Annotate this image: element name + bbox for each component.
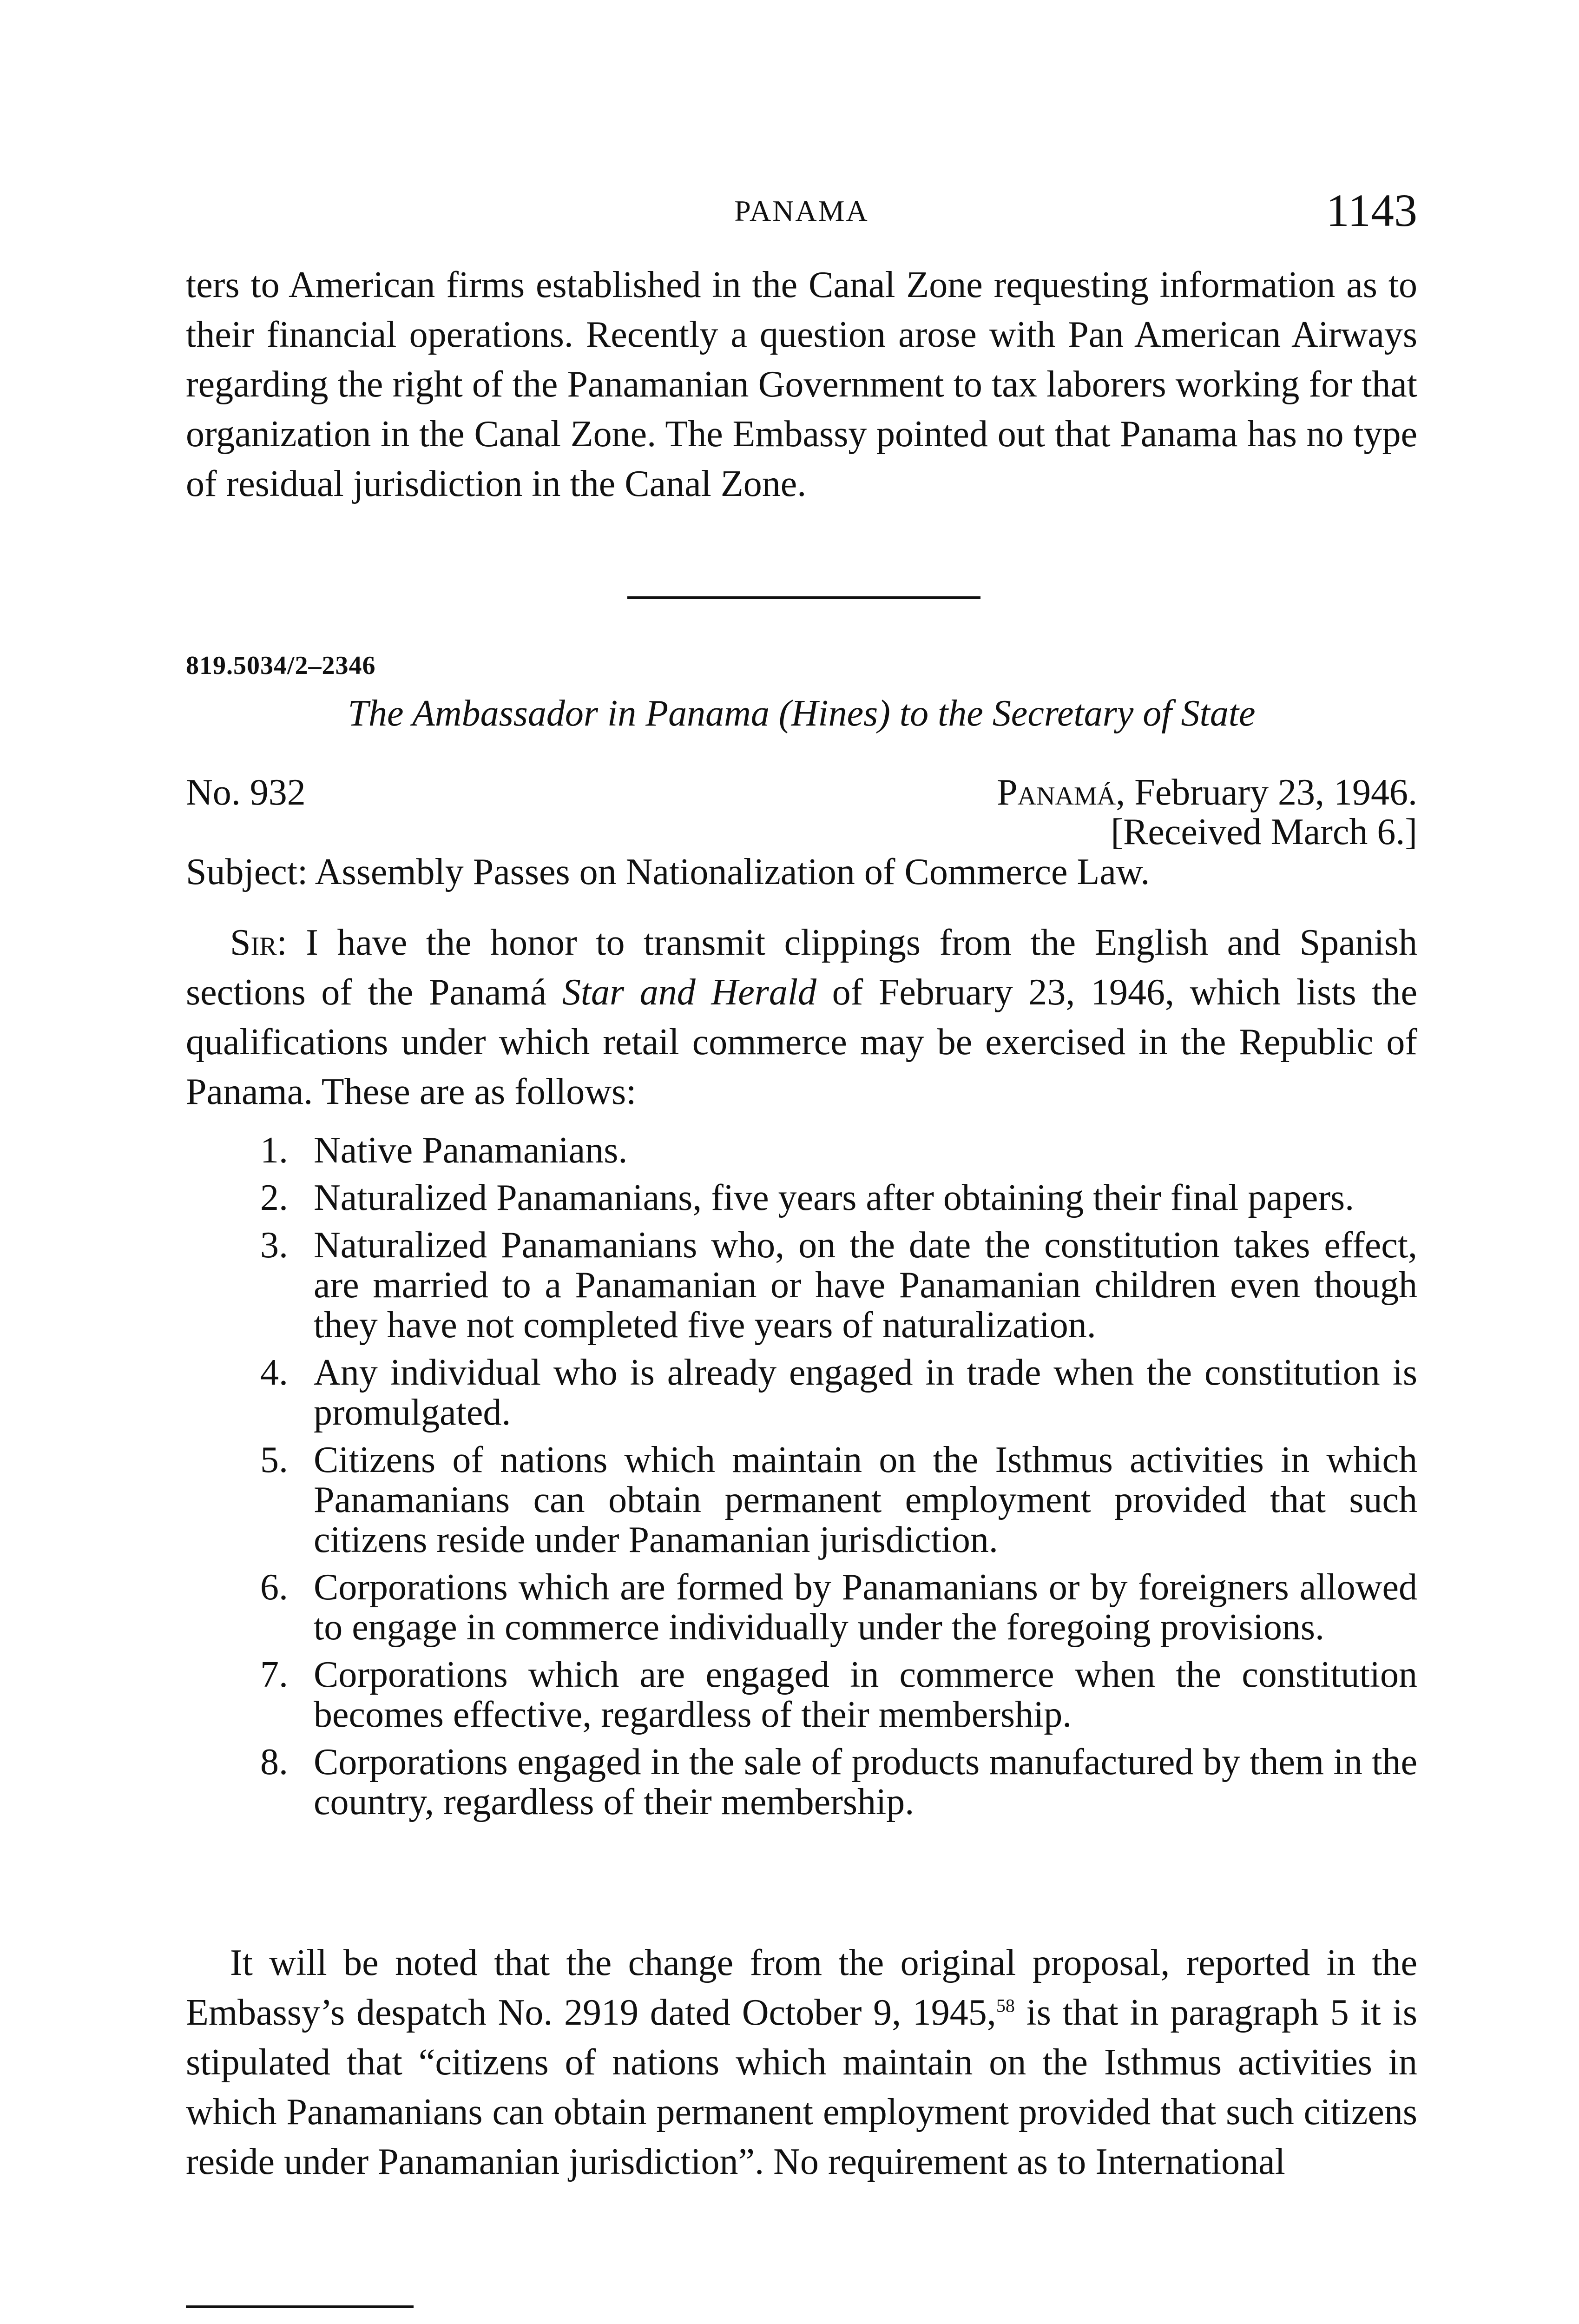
list-item-number: 5. — [260, 1439, 288, 1480]
footnote-divider — [186, 2305, 414, 2308]
list-item — [186, 1130, 1417, 1170]
closing-text-1: It will be noted that the change from the original proposal, reported in the Embassy’s despatch No. 2919 dated October 9, 1945, — [186, 1942, 1417, 2033]
closing-paragraph-block — [186, 1938, 1417, 2187]
list-item — [186, 1178, 1417, 1218]
despatch-number: No. 932 — [186, 772, 306, 813]
list-item — [186, 1225, 1417, 1345]
closing-paragraph — [186, 1938, 1417, 2187]
list-item-text: Citizens of nations which maintain on the Isthmus activities in which Panamanians can obtain permanent employment provided that such citizens reside under Panamanian jurisdiction. — [314, 1439, 1417, 1560]
list-item-text: Any individual who is already engaged in trade when the constitution is promulgated. — [314, 1352, 1417, 1433]
subject-line: Subject: Assembly Passes on Nationalization of Commerce Law. — [186, 852, 1150, 892]
intro-paragraph — [186, 918, 1417, 1117]
list-item-number: 1. — [260, 1130, 288, 1171]
list-item-text: Corporations which are formed by Panamanians or by foreigners allowed to engage in commerce individually under the foregoing provisions. — [314, 1567, 1417, 1648]
list-item — [186, 1353, 1417, 1433]
list-item-number: 6. — [260, 1567, 288, 1608]
title-name: Hines — [791, 693, 878, 734]
title-part-2: ) to the Secretary of State — [878, 693, 1256, 734]
continued-paragraph-block — [186, 260, 1417, 509]
section-divider — [627, 596, 980, 599]
newspaper-name: Star and Herald — [562, 972, 817, 1013]
list-item-text: Native Panamanians. — [314, 1130, 628, 1171]
received-note: [Received March 6.] — [1111, 812, 1417, 852]
closing-text-2: is that in paragraph 5 it is stipulated that “citizens of nations which maintain on the Isthmus activities in which Panamanians can obtain permanent employment provided that such citizens reside under Panamanian jurisdiction”. No requirement as to International — [186, 1992, 1418, 2182]
list-item — [186, 1742, 1417, 1822]
dateline-date: , February 23, 1946. — [1116, 772, 1417, 813]
page-number: 1143 — [1326, 185, 1417, 236]
footnote-reference: 58 — [996, 1995, 1015, 2016]
document-title — [186, 693, 1417, 735]
list-item-text: Corporations engaged in the sale of products manufactured by them in the country, regardless of their membership. — [314, 1742, 1417, 1822]
list-item-text: Naturalized Panamanians, five years after obtaining their final papers. — [314, 1177, 1355, 1218]
list-item-text: Naturalized Panamanians who, on the date the constitution takes effect, are married to a Panamanian or have Panamanian children even though they have not completed five years of naturalization. — [314, 1225, 1417, 1346]
list-item-number: 7. — [260, 1654, 288, 1695]
dateline-place: Panamá — [997, 772, 1116, 813]
list-item — [186, 1655, 1417, 1735]
running-title: PANAMA — [734, 194, 869, 227]
intro-paragraph-block — [186, 918, 1417, 1117]
running-head — [186, 184, 1417, 235]
received-row — [186, 809, 1417, 855]
list-item — [186, 1440, 1417, 1560]
list-item-number: 4. — [260, 1352, 288, 1393]
list-item-number: 3. — [260, 1225, 288, 1266]
title-part-1: The Ambassador in Panama ( — [348, 693, 791, 734]
list-item-text: Corporations which are engaged in commerce when the constitution becomes effective, regardless of their membership. — [314, 1654, 1417, 1735]
intro-text-2: of February 23, 1946, which lists the qualifications under which retail commerce may be exercised in the Republic of Panama. These are as follows: — [186, 972, 1417, 1112]
salutation: Sir — [230, 922, 277, 963]
list-item — [186, 1567, 1417, 1647]
list-item-number: 2. — [260, 1177, 288, 1218]
continued-paragraph: ters to American firms established in the Canal Zone requesting information as to their financial operations. Recently a question arose with Pan American Airways regarding the right of the Panamanian Government to tax laborers working for that organization in the Canal Zone. The Embassy pointed out that Panama has no type of residual jurisdiction in the Canal Zone. — [186, 264, 1417, 504]
file-number: 819.5034/2–2346 — [186, 651, 376, 680]
list-item-number: 8. — [260, 1742, 288, 1783]
intro-text-1: : I have the honor to transmit clippings from the English and Spanish sections of the Panamá — [186, 922, 1417, 1013]
subject-row — [186, 849, 1417, 895]
qualifications-list — [186, 1130, 1417, 1829]
